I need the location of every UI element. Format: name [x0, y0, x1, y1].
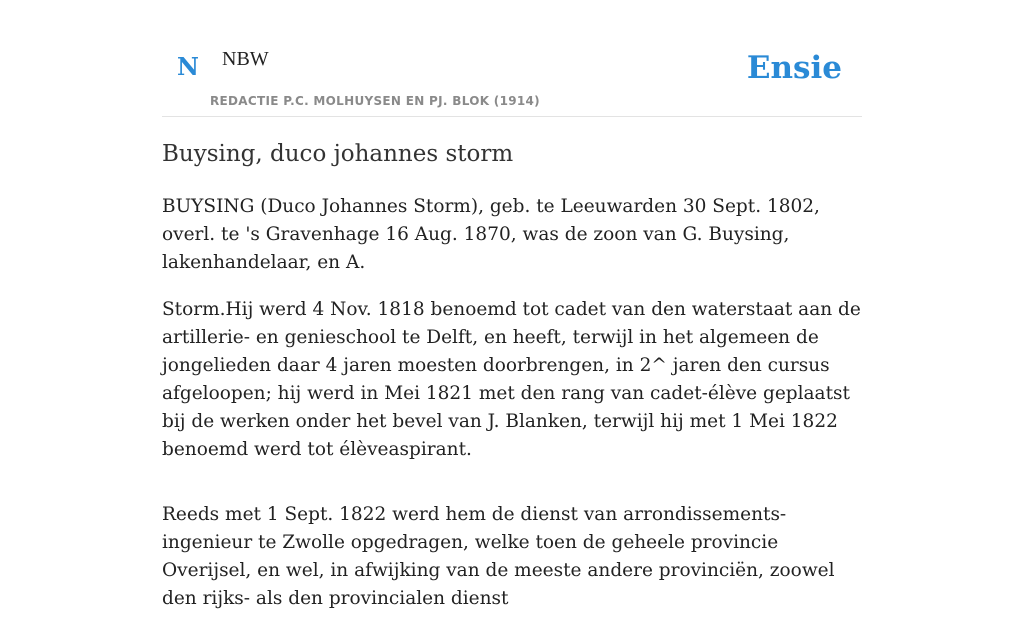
source-title[interactable]: NBW: [222, 48, 269, 70]
article-paragraph: BUYSING (Duco Johannes Storm), geb. te Leeuwarden 30 Sept. 1802, overl. te 's Gravenhage 16 Aug. 1870, was de zoon van G. Buysing, lakenhandelaar, en A.: [162, 196, 820, 273]
article: [162, 138, 862, 632]
article-paragraph: Reeds met 1 Sept. 1822 werd hem de dienst van arrondissements-ingenieur te Zwolle opgedragen, welke toen de geheele provincie Overijsel, en wel, in afwijking van de meeste andere provinciën, zoowel den rijks- als den provincialen dienst: [162, 504, 835, 609]
source-subtitle: REDACTIE P.C. MOLHUYSEN EN PJ. BLOK (1914): [210, 94, 540, 108]
source-logo[interactable]: N: [177, 52, 199, 81]
header: [162, 0, 862, 117]
article-paragraph: Storm.Hij werd 4 Nov. 1818 benoemd tot cadet van den waterstaat aan de artillerie- en genieschool te Delft, en heeft, terwijl in het algemeen de jongelieden daar 4 jaren moesten doorbrengen, in 2^ jaren den cursus afgeloopen; hij werd in Mei 1821 met den rang van cadet-élève geplaatst bij de werken onder het bevel van J. Blanken, terwijl hij met 1 Mei 1822 benoemd werd tot élèveaspirant.: [162, 299, 861, 460]
article-title: Buysing, duco johannes storm: [162, 141, 514, 167]
brand-logo[interactable]: Ensie: [746, 50, 842, 86]
